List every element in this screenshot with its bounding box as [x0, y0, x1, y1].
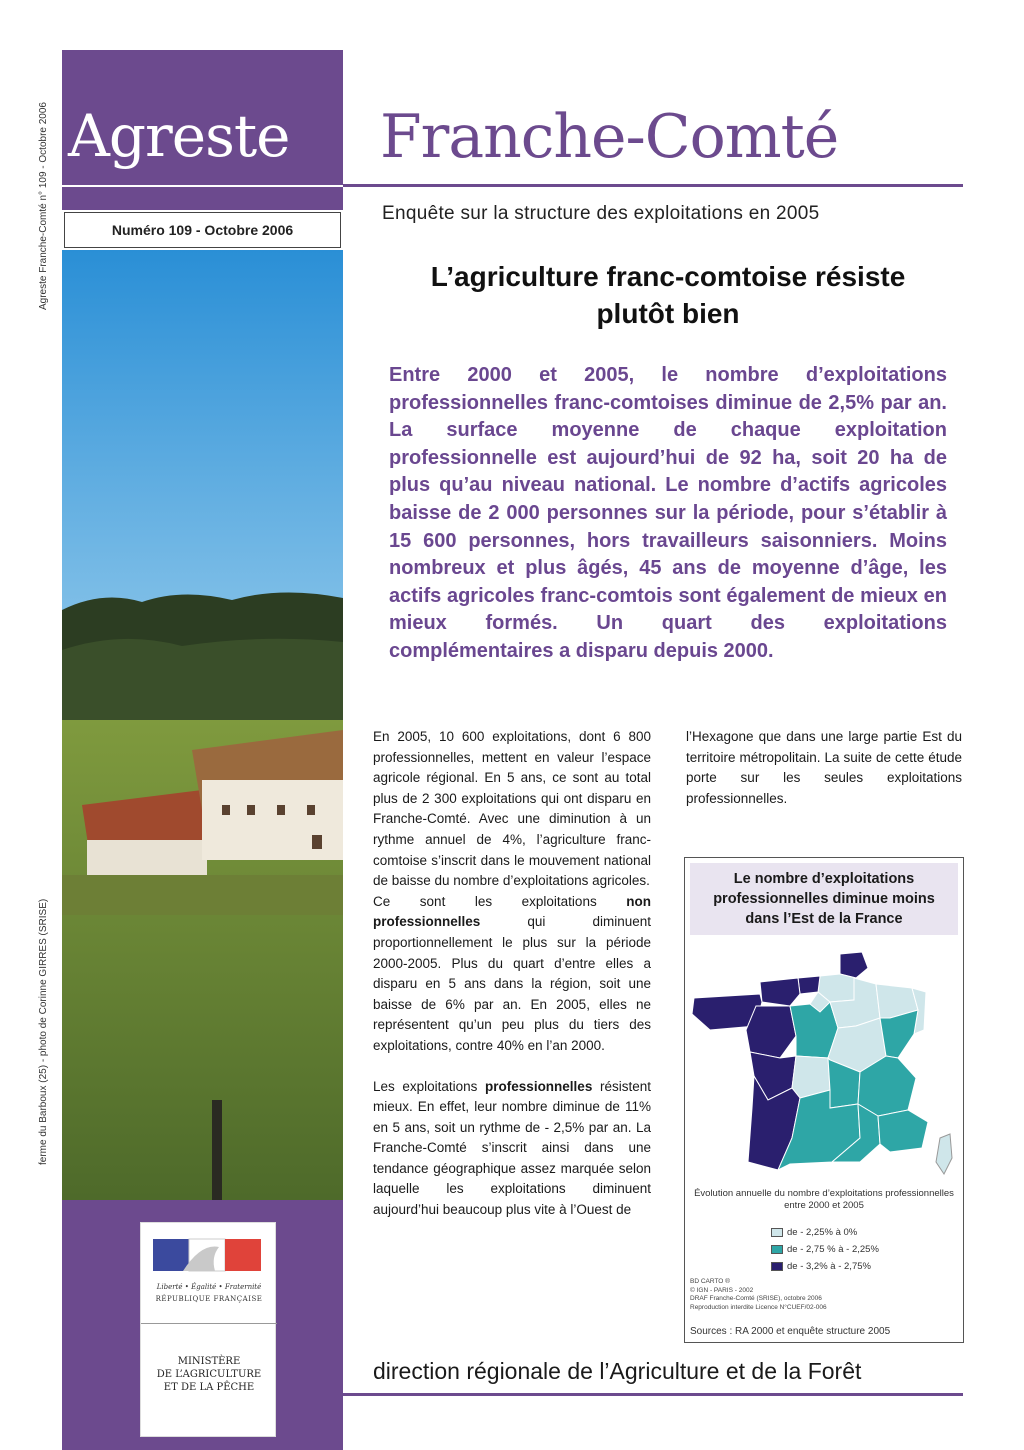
header-rule — [343, 184, 963, 187]
ministry-line-3: ET DE LA PÊCHE — [163, 1382, 255, 1393]
region-pays-de-loire — [746, 1006, 796, 1058]
region-basse-normandie — [760, 978, 800, 1006]
headline-line-2: plutôt bien — [596, 298, 740, 329]
brand-title: Agreste — [68, 102, 290, 170]
ministry-line-1: MINISTÈRE — [177, 1356, 241, 1367]
republic-motto: Liberté • Égalité • Fraternité — [156, 1283, 262, 1291]
france-regions-map — [690, 948, 958, 1183]
region-haute-normandie — [798, 976, 820, 994]
body-column-2 — [686, 727, 962, 809]
ministry-name — [141, 1355, 277, 1394]
legend-label: de - 3,2% à - 2,75% — [787, 1261, 871, 1272]
credit-line: DRAF Franche-Comté (SRISE), octobre 2006 — [690, 1295, 822, 1302]
legend-swatch — [771, 1228, 783, 1237]
map-figure — [684, 857, 964, 1343]
region-corse — [936, 1134, 952, 1174]
body-column-1 — [373, 727, 651, 1221]
ministry-logo-panel — [62, 1200, 343, 1450]
marianne-emblem-icon — [153, 1233, 265, 1281]
footer-rule — [343, 1393, 963, 1396]
legend-item — [771, 1224, 879, 1241]
body-paragraph-2: Ce sont les exploitations non professionnelles qui diminuent proportionnellement le plus sur la période 2000-2005. Plus du quart d’entre elles a disparu en 5 ans dans la région, soit une baisse de 6% par an. En 2005, elles ne représentent qu’un peu plus du tiers des exploitations, contre 40% en l’an 2000. — [373, 893, 651, 1053]
logo-divider — [141, 1323, 277, 1324]
brand-box — [62, 50, 343, 210]
legend-item — [771, 1241, 879, 1258]
credit-line: © IGN - PARIS - 2002 — [690, 1286, 754, 1294]
brand-underline — [62, 185, 343, 187]
footer-organization: direction régionale de l’Agriculture et de la Forêt — [373, 1358, 862, 1384]
farm-photo — [62, 250, 343, 1200]
map-title: Le nombre d’exploitations professionnelles diminue moins dans l’Est de la France — [690, 863, 958, 935]
map-legend — [771, 1224, 879, 1275]
map-sources: Sources : RA 2000 et enquête structure 2005 — [690, 1326, 891, 1337]
ministry-line-2: DE L’AGRICULTURE — [156, 1369, 262, 1380]
credit-line: Reproduction interdite Licence N°CUEF/02-006 — [690, 1303, 827, 1311]
issue-side-caption: Agreste Franche-Comté n° 109 - Octobre 2006 — [38, 102, 49, 310]
ministry-logo — [140, 1222, 276, 1437]
issue-label: Numéro 109 - Octobre 2006 — [64, 212, 341, 248]
legend-label: de - 2,75 % à - 2,25% — [787, 1244, 879, 1255]
map-credits — [690, 1278, 827, 1312]
headline — [368, 258, 968, 332]
map-caption: Évolution annuelle du nombre d’exploitations professionnelles entre 2000 et 2005 — [694, 1188, 954, 1211]
photo-credit-caption: ferme du Barboux (25) - photo de Corinne GIRRES (SRISE) — [38, 898, 49, 1165]
region-title: Franche-Comté — [380, 102, 839, 172]
headline-line-1: L’agriculture franc-comtoise résiste — [430, 261, 906, 292]
body-paragraph-4: l’Hexagone que dans une large partie Est du territoire métropolitain. La suite de cette étude porte sur les seules exploitations professionnelles. — [686, 729, 962, 806]
region-nord — [840, 952, 868, 978]
legend-item — [771, 1258, 879, 1275]
lead-paragraph: Entre 2000 et 2005, le nombre d’exploitations professionnelles franc-comtoises diminue de 2,5% par an. La surface moyenne de chaque exploitation professionnelle est aujourd’hui de 92 ha, soit 20 ha de plus qu’au niveau national. Le nombre d’actifs agricoles baisse de 2 000 personnes sur la période, pour s’établir à 15 600 personnes, hors travailleurs saisonniers. Moins nombreux et plus âgés, 45 ans de moyenne d’âge, les actifs agricoles franc-comtois sont également de mieux en mieux formés. Un quart des exploitations complémentaires a disparu depuis 2000. — [389, 364, 947, 662]
legend-label: de - 2,25% à 0% — [787, 1227, 858, 1238]
republic-name: RÉPUBLIQUE FRANÇAISE — [155, 1295, 263, 1303]
body-paragraph-3: Les exploitations professionnelles résistent mieux. En effet, leur nombre diminue de 11% en 5 ans, soit un rythme de - 2,5% par an. La Franche-Comté s’inscrit ainsi dans une tendance géographique assez marquée selon laquelle les exploitations diminuent aujourd’hui beaucoup plus vite à l’Ouest de — [373, 1078, 651, 1218]
credit-line: BD CARTO ® — [690, 1278, 730, 1285]
survey-title: Enquête sur la structure des exploitations en 2005 — [382, 203, 820, 224]
legend-swatch — [771, 1245, 783, 1254]
body-paragraph-1: En 2005, 10 600 exploitations, dont 6 800 professionnelles, mettent en valeur l’espace agricole régional. En 5 ans, ce sont au total plus de 2 300 exploitations qui ont disparu en Franche-Comté. Avec une diminution à un rythme annuel de 4%, l’agriculture franc-comtoise s’inscrit dans le mouvement national de baisse du nombre d’exploitations agricoles. — [373, 729, 651, 889]
left-column — [62, 50, 343, 1400]
legend-swatch — [771, 1262, 783, 1271]
region-paca — [878, 1110, 928, 1152]
